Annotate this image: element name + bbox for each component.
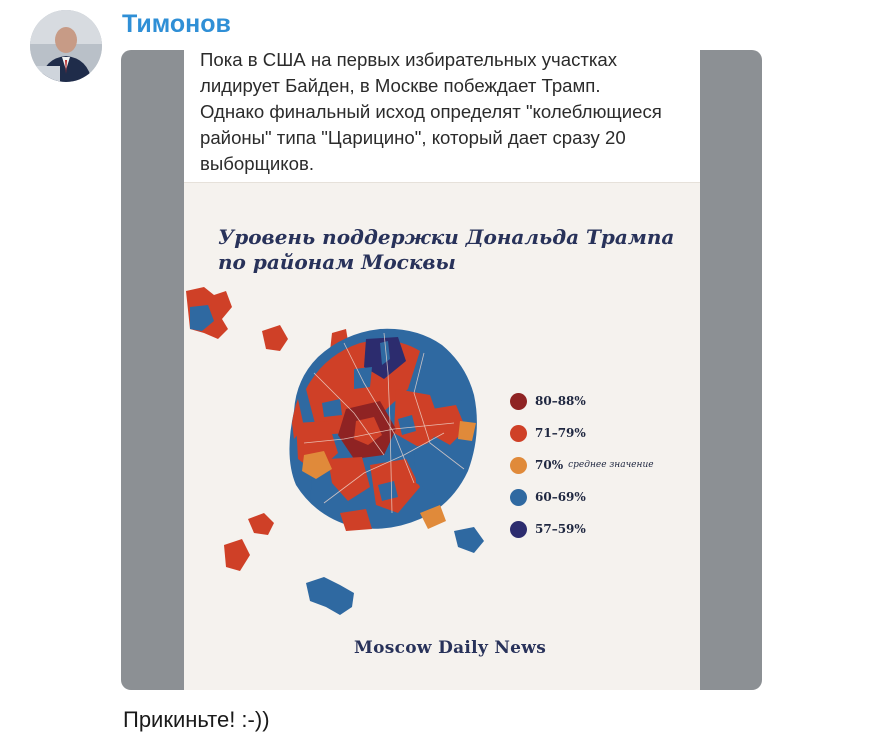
post-text-line: лидирует Байден, в Москве побеждает Трамп. bbox=[200, 75, 601, 96]
title-line-1: Уровень поддержки Дональда Трампа bbox=[218, 225, 675, 249]
legend-item bbox=[510, 385, 654, 417]
message-caption: Прикиньте! :-)) bbox=[123, 707, 270, 732]
legend-label: 80–88% bbox=[535, 394, 586, 408]
legend-swatch bbox=[510, 425, 527, 442]
post-text bbox=[200, 50, 696, 177]
legend-label: 60–69% bbox=[535, 490, 586, 504]
legend-label: 70% bbox=[535, 458, 564, 472]
title-line-2: по районам Москвы bbox=[218, 250, 456, 274]
post-text-line: выборщиков. bbox=[200, 153, 314, 174]
post-text-line: Однако финальный исход определят "колеблющиеся bbox=[200, 101, 662, 122]
screenshot-content bbox=[184, 50, 700, 690]
user-photo-icon bbox=[30, 10, 102, 82]
legend-label: 57–59% bbox=[535, 522, 586, 536]
legend-label: 71–79% bbox=[535, 426, 586, 440]
legend-swatch bbox=[510, 489, 527, 506]
post-text-line: Пока в США на первых избирательных участках bbox=[200, 50, 618, 70]
map-legend bbox=[510, 385, 654, 545]
legend-item bbox=[510, 513, 654, 545]
author-avatar[interactable] bbox=[30, 10, 102, 82]
post-text-line: районы" типа "Царицино", который дает сразу 20 bbox=[200, 127, 626, 148]
legend-swatch bbox=[510, 457, 527, 474]
legend-note: среднее значение bbox=[568, 460, 654, 470]
author-name[interactable]: Тимонов bbox=[122, 10, 231, 38]
legend-swatch bbox=[510, 521, 527, 538]
legend-swatch bbox=[510, 393, 527, 410]
legend-item bbox=[510, 481, 654, 513]
image-attachment[interactable] bbox=[121, 50, 762, 690]
legend-item bbox=[510, 417, 654, 449]
legend-item bbox=[510, 449, 654, 481]
infographic bbox=[184, 182, 700, 690]
source-logo: Moscow Daily News bbox=[354, 638, 547, 658]
